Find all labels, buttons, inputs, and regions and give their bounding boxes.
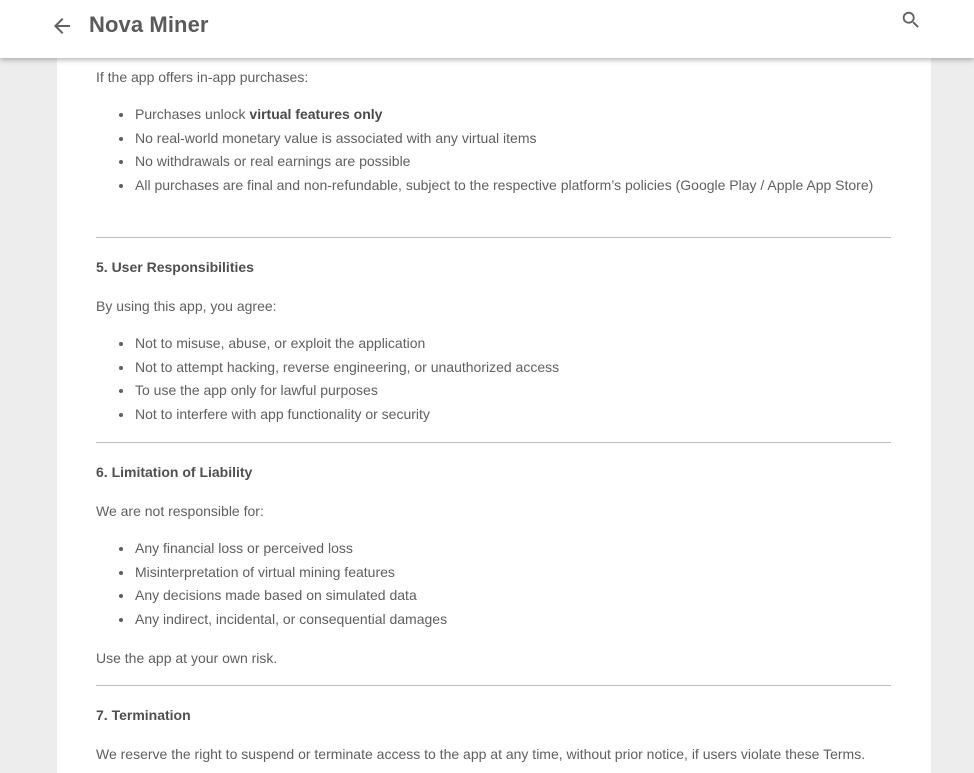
purchases-list bbox=[96, 103, 891, 197]
section-body: We reserve the right to suspend or terminate access to the app at any time, without prior notice, if users violate these Terms. bbox=[96, 746, 866, 762]
list-item: To use the app only for lawful purposes bbox=[96, 379, 891, 403]
section-heading: 6. Limitation of Liability bbox=[96, 464, 253, 480]
liability-list bbox=[96, 537, 891, 631]
section-outro: Use the app at your own risk. bbox=[96, 650, 278, 666]
list-item bbox=[96, 103, 891, 127]
list-item: Any financial loss or perceived loss bbox=[96, 537, 891, 561]
list-item: Not to misuse, abuse, or exploit the application bbox=[96, 332, 891, 356]
list-item: No real-world monetary value is associated with any virtual items bbox=[96, 127, 891, 151]
section-heading: 5. User Responsibilities bbox=[96, 259, 254, 275]
list-item-text: Purchases unlock bbox=[135, 106, 250, 122]
section-heading: 7. Termination bbox=[96, 707, 191, 723]
responsibilities-list bbox=[96, 332, 891, 426]
search-icon bbox=[900, 9, 922, 31]
section-divider bbox=[96, 442, 891, 443]
section-divider bbox=[96, 685, 891, 686]
arrow-left-icon bbox=[50, 14, 74, 38]
section-intro: By using this app, you agree: bbox=[96, 298, 277, 314]
list-item: All purchases are final and non-refundable, subject to the respective platform’s policies (Google Play / Apple App Store) bbox=[96, 174, 891, 198]
list-item: Not to interfere with app functionality or security bbox=[96, 403, 891, 427]
app-title: Nova Miner bbox=[89, 12, 209, 37]
list-item: Not to attempt hacking, reverse engineering, or unauthorized access bbox=[96, 356, 891, 380]
section-intro: We are not responsible for: bbox=[96, 503, 264, 519]
back-button[interactable] bbox=[50, 14, 74, 38]
list-item: Any indirect, incidental, or consequential damages bbox=[96, 608, 891, 632]
list-item: No withdrawals or real earnings are possible bbox=[96, 150, 891, 174]
list-item: Misinterpretation of virtual mining features bbox=[96, 561, 891, 585]
list-item: Any decisions made based on simulated data bbox=[96, 584, 891, 608]
bold-text: virtual features only bbox=[249, 106, 383, 122]
purchases-intro: If the app offers in-app purchases: bbox=[96, 69, 309, 85]
search-button[interactable] bbox=[900, 9, 922, 31]
app-bar bbox=[0, 0, 974, 58]
section-divider bbox=[96, 237, 891, 238]
terms-content[interactable] bbox=[57, 58, 931, 773]
